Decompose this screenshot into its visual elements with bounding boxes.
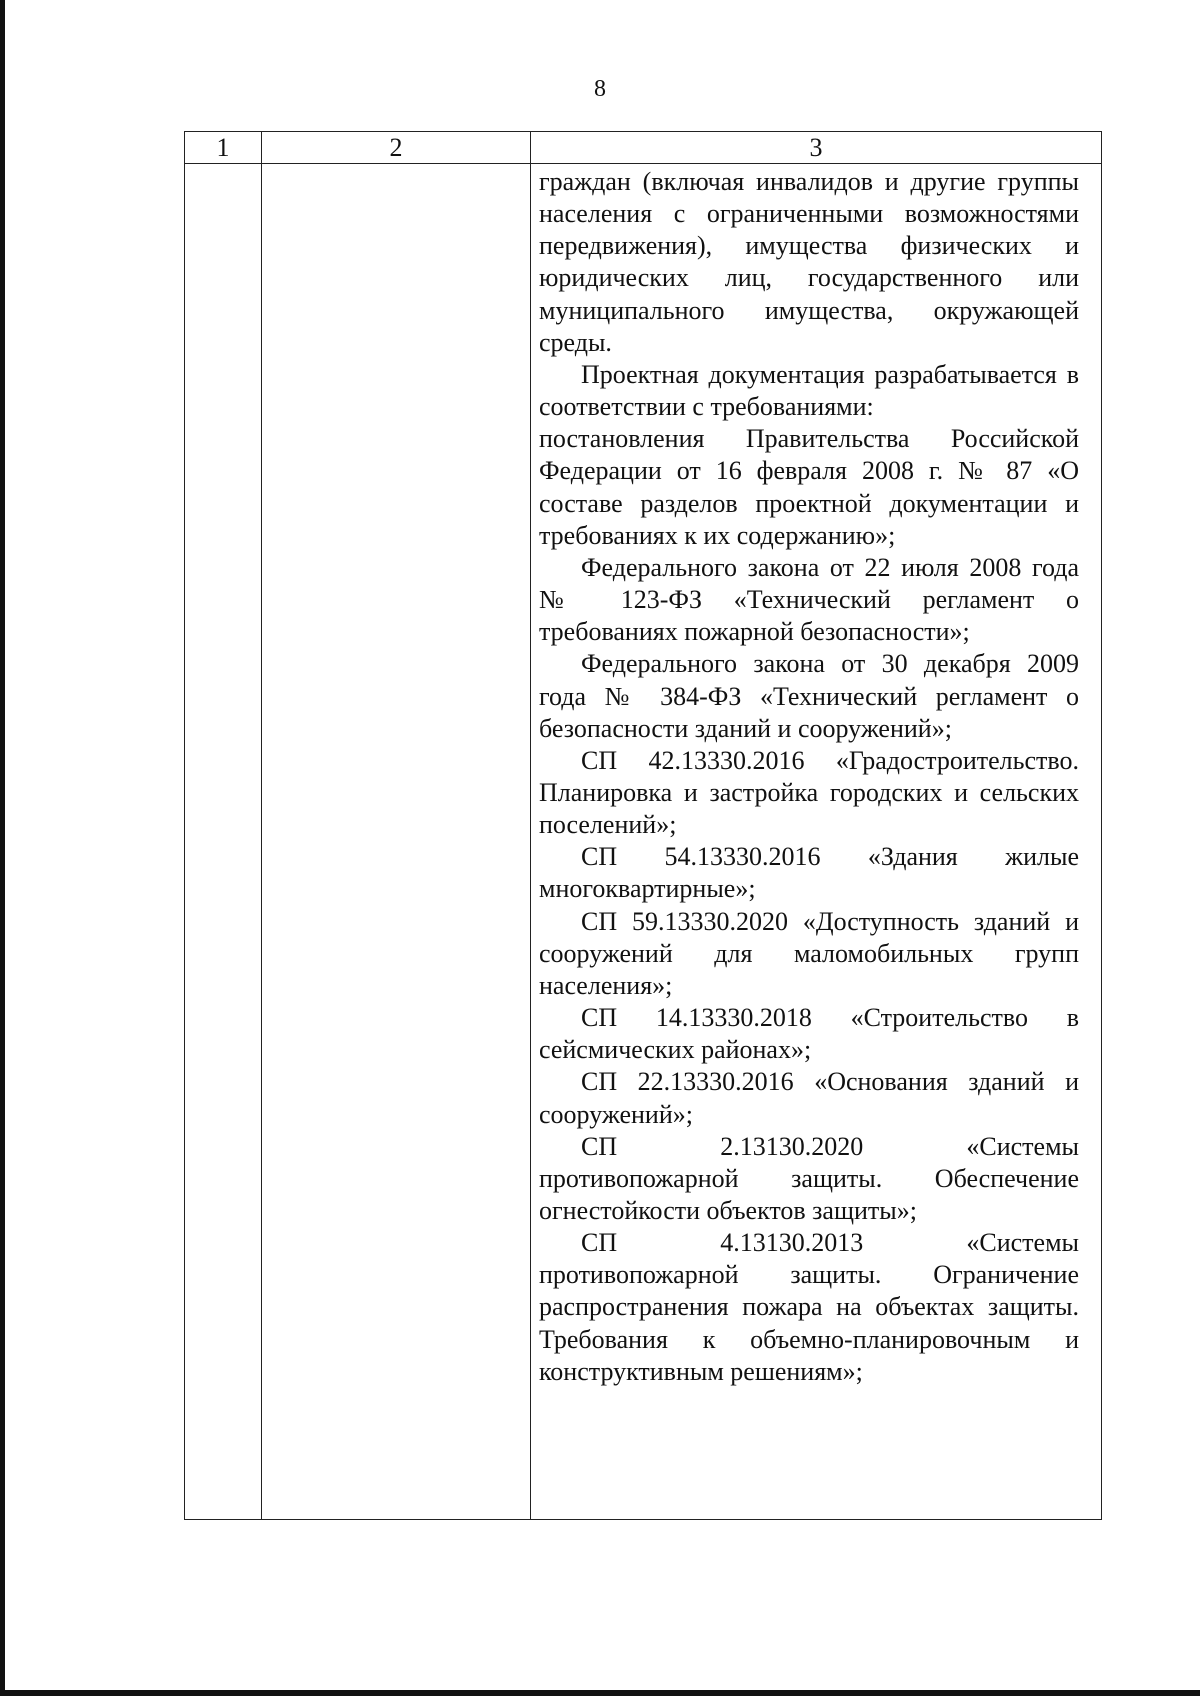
paragraph-law-123: Федерального закона от 22 июля 2008 года № 123-ФЗ «Технический регламент о требованиях пожарной безопасности»; (539, 552, 1079, 647)
column-header-2: 2 (262, 132, 531, 164)
paragraph-sp-59: СП 59.13330.2020 «Доступность зданий и сооружений для маломобильных групп населения»; (539, 906, 1079, 1000)
cell-col3 (531, 164, 1102, 1520)
scan-border-left (0, 0, 5, 1696)
paragraph-citizens-property: граждан (включая инвалидов и другие группы населения с ограниченными возможностями передвижения), имущества физических и юридических лиц, государственного или муниципального имущества, окружающей среды. (539, 167, 1079, 357)
paragraph-project-docs: Проектная документация разрабатывается в соответствии с требованиями: (539, 359, 1079, 422)
paragraph-sp-4: СП 4.13130.2013 «Системы противопожарной защиты. Ограничение распространения пожара на объектах защиты. Требования к объемно-планировочным и конструктивным решениям»; (539, 1228, 1079, 1386)
paragraph-sp-14: СП 14.13330.2018 «Строительство в сейсмических районах»; (539, 1003, 1079, 1065)
table-row (185, 164, 1102, 1520)
cell-col2 (262, 164, 531, 1520)
paragraph-law-384: Федерального закона от 30 декабря 2009 года № 384-ФЗ «Технический регламент о безопасности зданий и сооружений»; (539, 649, 1079, 743)
page-number: 8 (594, 76, 606, 102)
paragraph-sp-22: СП 22.13330.2016 «Основания зданий и сооружений»; (539, 1067, 1079, 1129)
paragraph-sp-54: СП 54.13330.2016 «Здания жилые многоквартирные»; (539, 842, 1079, 904)
scan-border-bottom (0, 1690, 1200, 1696)
paragraph-sp-2: СП 2.13130.2020 «Системы противопожарной защиты. Обеспечение огнестойкости объектов защиты»; (539, 1131, 1079, 1225)
cell-col1 (185, 164, 262, 1520)
paragraph-sp-42: СП 42.13330.2016 «Градостроительство. Планировка и застройка городских и сельских поселений»; (539, 745, 1079, 840)
column-header-1: 1 (185, 132, 262, 164)
paragraph-decree-87: постановления Правительства Российской Федерации от 16 февраля 2008 г. № 87 «О составе разделов проектной документации и требованиях к их содержанию»; (539, 424, 1079, 550)
table-header-row (185, 132, 1102, 164)
column-header-3: 3 (531, 132, 1102, 164)
requirements-table (184, 131, 1102, 1520)
